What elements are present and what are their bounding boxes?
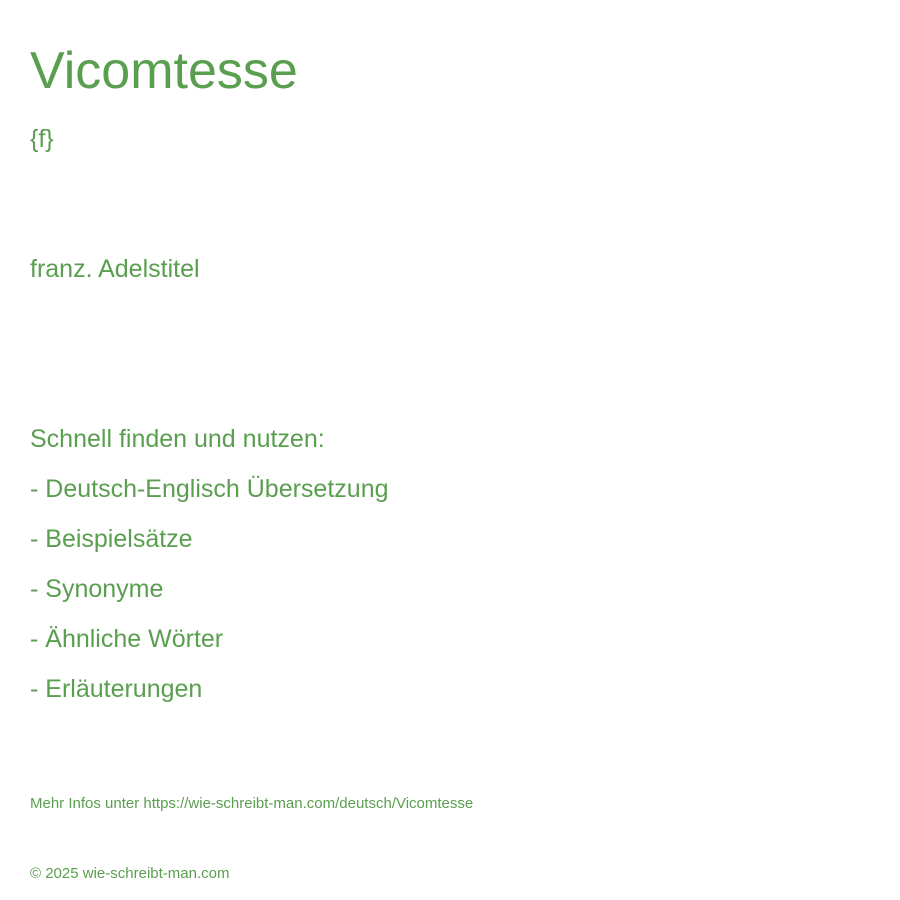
quick-find-item-synonyms: - Synonyme bbox=[30, 575, 164, 603]
copyright-notice: © 2025 wie-schreibt-man.com bbox=[30, 865, 230, 882]
quick-find-list bbox=[30, 474, 389, 724]
quick-find-item-similar-words: - Ähnliche Wörter bbox=[30, 625, 224, 653]
more-info-link[interactable]: https://wie-schreibt-man.com/deutsch/Vicomtesse bbox=[143, 795, 474, 812]
quick-find-item-example-sentences: - Beispielsätze bbox=[30, 525, 193, 553]
quick-find-heading: Schnell finden und nutzen: bbox=[30, 425, 325, 453]
more-info-line bbox=[30, 795, 473, 813]
word-title: Vicomtesse bbox=[30, 42, 298, 100]
quick-find-item-explanations: - Erläuterungen bbox=[30, 675, 203, 703]
quick-find-section bbox=[30, 424, 389, 724]
more-info-prefix: Mehr Infos unter bbox=[30, 795, 144, 812]
quick-find-item-translation: - Deutsch-Englisch Übersetzung bbox=[30, 475, 389, 503]
page bbox=[30, 0, 870, 900]
definition-text: franz. Adelstitel bbox=[30, 255, 200, 283]
gender-label: {f} bbox=[30, 125, 54, 153]
